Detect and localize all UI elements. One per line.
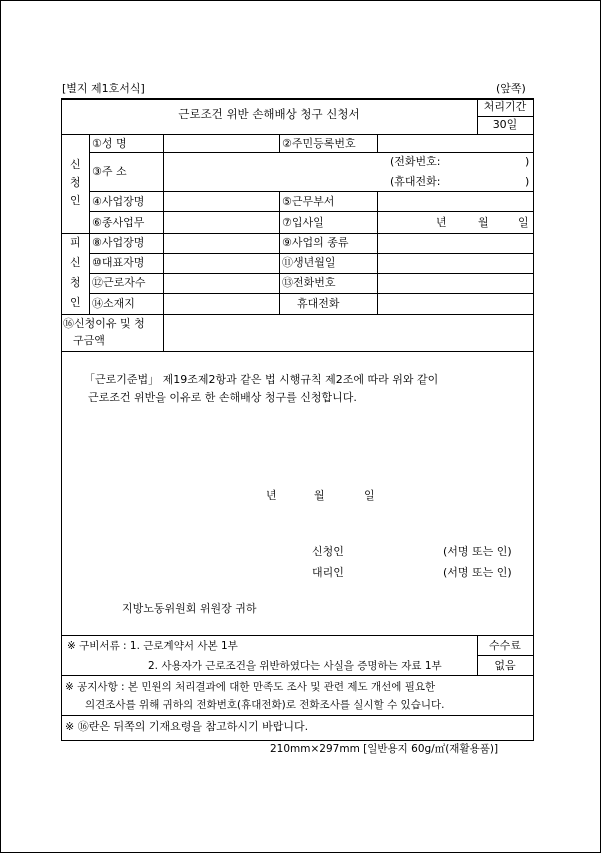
date-month: 월 (314, 489, 325, 502)
applicant-char: 청 (70, 176, 81, 189)
processing-label: 처리기간 (483, 100, 527, 113)
attachments-top (61, 635, 534, 636)
addressee: 지방노동위원회 위원장 귀하 (122, 602, 257, 615)
col4-line-a (377, 134, 378, 152)
respondent-char: 신 (70, 256, 81, 269)
applicant-sign-label: 신청인 (312, 545, 344, 558)
reason-label-line1: ⑯신청이유 및 청 (63, 317, 145, 330)
fee-row-divider (477, 655, 533, 656)
row-line-2 (89, 191, 534, 192)
phone-close: ) (525, 155, 530, 168)
attachments-line1: ※ 구비서류 : 1. 근로계약서 사본 1부 (67, 640, 238, 652)
respondent-char: 인 (70, 296, 81, 309)
hire-date-label: ⑦입사일 (282, 216, 324, 229)
statement-line2: 근로조건 위반을 이유로 한 손해배상 청구를 신청합니다. (88, 391, 357, 404)
paper-spec: 210mm×297mm [일반용지 60g/㎡(재활용품)] (270, 743, 499, 755)
notice-line1: ※ 공지사항 : 본 민원의 처리결과에 대한 만족도 조사 및 관련 제도 개선에 필요한 (65, 681, 436, 693)
table-left-border (61, 98, 62, 740)
applicant-char: 신 (70, 158, 81, 171)
respondent-char: 청 (70, 276, 81, 289)
fee-value: 없음 (494, 659, 516, 672)
footnote: ※ ⑯란은 뒤쪽의 기재요령을 참고하시기 바랍니다. (65, 720, 309, 733)
processing-value: 30일 (492, 118, 518, 131)
side-label: (앞쪽) (496, 82, 526, 95)
row-line-5 (89, 273, 534, 274)
table-bottom-border (61, 740, 534, 741)
job-label: ⑥종사업무 (92, 216, 145, 229)
applicant-char: 인 (70, 194, 81, 207)
agent-sign-hint: (서명 또는 인) (443, 566, 512, 579)
applicant-sign-hint: (서명 또는 인) (443, 545, 512, 558)
mobile-label: (휴대전화: (390, 175, 441, 188)
birth-date-label: ⑪생년월일 (282, 256, 336, 269)
section-line-1 (61, 233, 534, 234)
form-title: 근로조건 위반 손해배상 청구 신청서 (178, 107, 360, 121)
row-line-1 (89, 152, 534, 153)
table-right-border (533, 98, 534, 740)
attachments-line2: 2. 사용자가 근로조건을 위반하였다는 사실을 증명하는 자료 1부 (148, 660, 442, 672)
representative-label: ⑩대표자명 (92, 256, 145, 269)
section-line-2 (61, 314, 534, 315)
processing-divider (477, 116, 533, 117)
notice-line2: 의견조사를 위해 귀하의 전화번호(휴대전화)로 전화조사를 실시할 수 있습니다. (85, 699, 445, 711)
hire-date-day: 일 (518, 216, 529, 229)
department-label: ⑤근무부서 (282, 195, 335, 208)
agent-sign-label: 대리인 (312, 566, 344, 579)
date-year: 년 (266, 489, 277, 502)
mobile-close: ) (525, 175, 530, 188)
reason-label-line2: 구금액 (73, 334, 105, 347)
date-day: 일 (364, 489, 375, 502)
hire-date-year: 년 (436, 216, 447, 229)
fee-label: 수수료 (489, 639, 521, 652)
section-line-3 (61, 351, 534, 352)
row-line-3 (89, 211, 534, 212)
row-line-4 (89, 253, 534, 254)
phone-label: (전화번호: (390, 155, 441, 168)
resp-workplace-label: ⑧사업장명 (92, 236, 145, 249)
business-type-label: ⑨사업의 종류 (282, 236, 349, 249)
statement-line1: 「근로기준법」 제19조제2항과 같은 법 시행규칙 제2조에 따라 위와 같이 (84, 373, 439, 386)
title-bottom (61, 134, 534, 135)
notice-top (61, 675, 534, 676)
location-label: ⑭소재지 (92, 297, 135, 310)
hire-date-month: 월 (478, 216, 489, 229)
label-column-line (89, 134, 90, 314)
field-column-line (163, 134, 164, 351)
respondent-char: 피 (70, 236, 81, 249)
resp-mobile-label: 휴대전화 (297, 297, 340, 310)
name-label: ①성 명 (92, 137, 127, 150)
resident-no-label: ②주민등록번호 (282, 137, 356, 150)
row-line-6 (89, 293, 534, 294)
footnote-top (61, 715, 534, 716)
workers-label: ⑫근로자수 (92, 276, 146, 289)
table-top-border (61, 98, 534, 100)
address-label: ③주 소 (92, 165, 127, 178)
col3-line-a (279, 134, 280, 152)
workplace-name-label: ④사업장명 (92, 195, 145, 208)
resp-phone-label: ⑬전화번호 (282, 276, 336, 289)
form-label: [별지 제1호서식] (62, 82, 145, 95)
